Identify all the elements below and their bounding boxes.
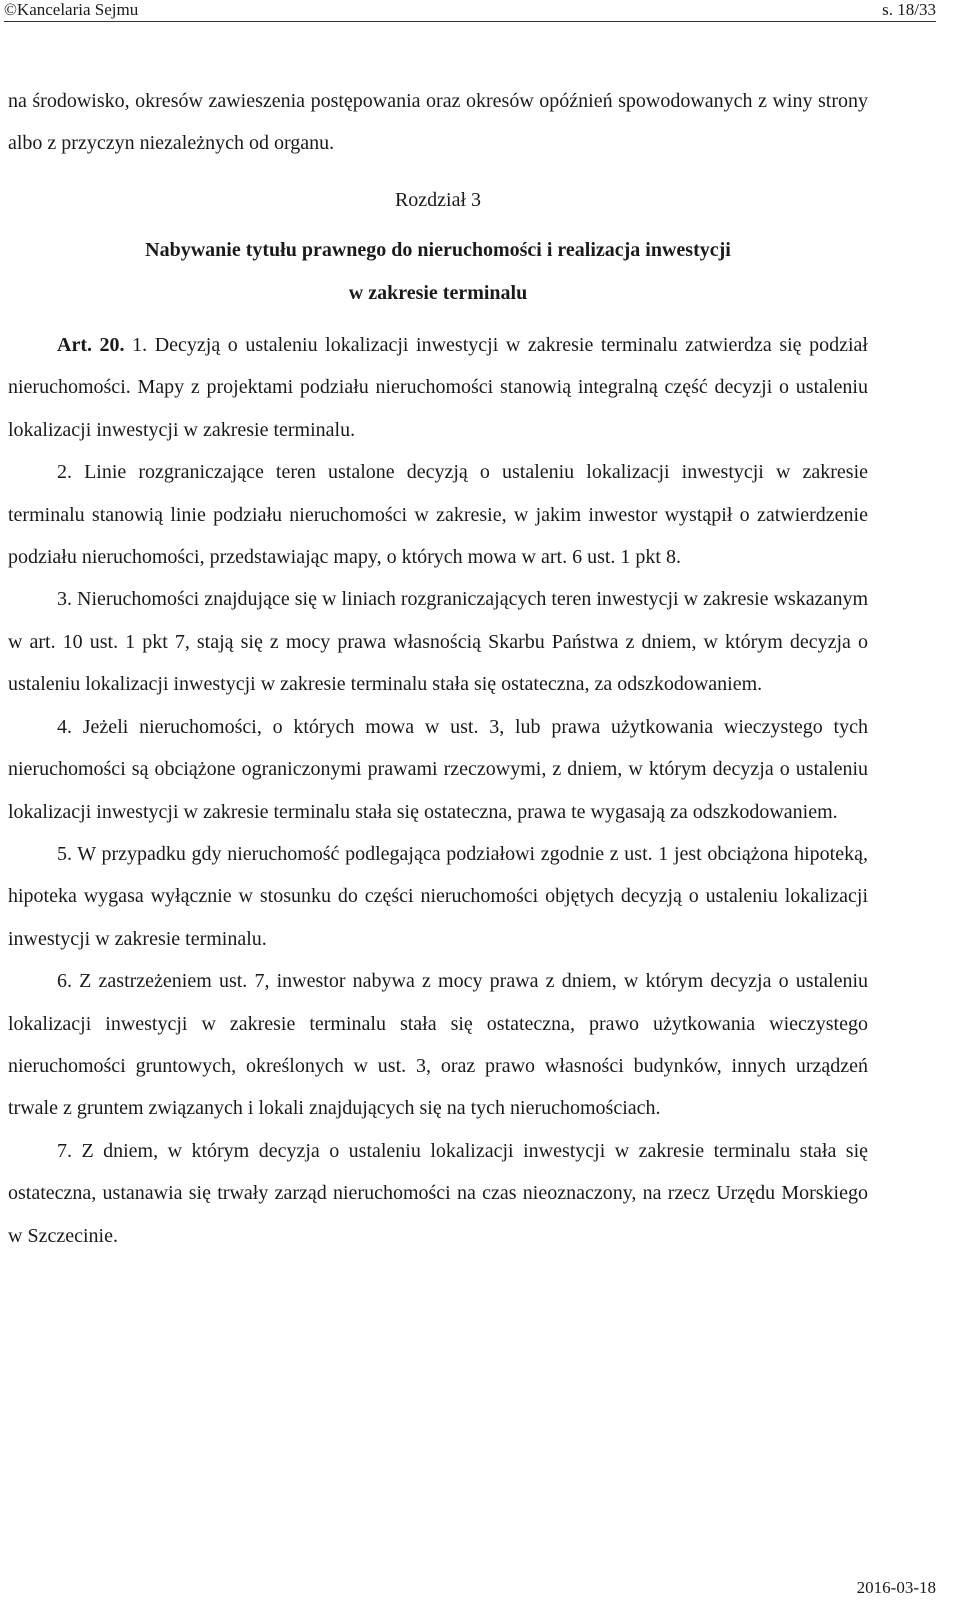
chapter-title-line-1: Nabywanie tytułu prawnego do nieruchomości i realizacja inwestycji bbox=[145, 239, 731, 262]
chapter-number: Rozdział 3 bbox=[394, 188, 482, 211]
article-paragraph-6: 6. Z zastrzeżeniem ust. 7, inwestor nabywa z mocy prawa z dniem, w którym decyzja o ustaleniu lokalizacji inwestycji w zakresie terminalu stała się ostateczna, prawo użytkowania wieczystego nieruchomości gruntowych, określonych w ust. 3, oraz prawo własności budynków, innych urządzeń trwale z gruntem związanych i lokali znajdujących się na tych nieruchomościach. bbox=[8, 970, 868, 1120]
copyright-notice: ©Kancelaria Sejmu bbox=[4, 0, 139, 19]
document-body bbox=[8, 80, 868, 1257]
article-label: Art. 20. bbox=[57, 334, 125, 357]
continuation-paragraph: na środowisko, okresów zawieszenia postępowania oraz okresów opóźnień spowodowanych z winy strony albo z przyczyn niezależnych od organu. bbox=[8, 90, 868, 155]
article-paragraph-7: 7. Z dniem, w którym decyzja o ustaleniu lokalizacji inwestycji w zakresie terminalu stała się ostateczna, ustanawia się trwały zarząd nieruchomości na czas nieoznaczony, na rzecz Urzędu Morskiego w Szczecinie. bbox=[8, 1139, 868, 1247]
header-divider bbox=[4, 21, 936, 22]
page-number: s. 18/33 bbox=[882, 0, 936, 19]
page-header bbox=[0, 0, 960, 22]
article-paragraph-5: 5. W przypadku gdy nieruchomość podlegająca podziałowi zgodnie z ust. 1 jest obciążona hipoteką, hipoteka wygasa wyłącznie w stosunku do części nieruchomości objętych decyzją o ustaleniu lokalizacji inwestycji w zakresie terminalu. bbox=[8, 842, 868, 950]
paragraph-text: 1. Decyzją o ustaleniu lokalizacji inwestycji w zakresie terminalu zatwierdza się podział nieruchomości. Mapy z projektami podziału nieruchomości stanowią integralną część decyzji o ustaleniu lokalizacji inwestycji w zakresie terminalu. bbox=[8, 334, 868, 441]
footer-date: 2016-03-18 bbox=[856, 1578, 936, 1597]
article-paragraph-3: 3. Nieruchomości znajdujące się w liniach rozgraniczających teren inwestycji w zakresie wskazanym w art. 10 ust. 1 pkt 7, stają się z mocy prawa własnością Skarbu Państwa z dniem, w którym decyzja o ustaleniu lokalizacji inwestycji w zakresie terminalu stała się ostateczna, za odszkodowaniem. bbox=[8, 588, 868, 696]
article-paragraph-4: 4. Jeżeli nieruchomości, o których mowa w ust. 3, lub prawa użytkowania wieczystego tych nieruchomości są obciążone ograniczonymi prawami rzeczowymi, z dniem, w którym decyzja o ustaleniu lokalizacji inwestycji w zakresie terminalu stała się ostateczna, prawa te wygasają za odszkodowaniem. bbox=[8, 715, 868, 823]
article-paragraph-1 bbox=[8, 324, 868, 451]
article-paragraph-2: 2. Linie rozgraniczające teren ustalone decyzją o ustaleniu lokalizacji inwestycji w zakresie terminalu stanowią linie podziału nieruchomości w zakresie, w jakim inwestor wystąpił o zatwierdzenie podziału nieruchomości, przedstawiając mapy, o których mowa w art. 6 ust. 1 pkt 8. bbox=[8, 461, 868, 569]
chapter-title-line-2: w zakresie terminalu bbox=[348, 281, 528, 304]
